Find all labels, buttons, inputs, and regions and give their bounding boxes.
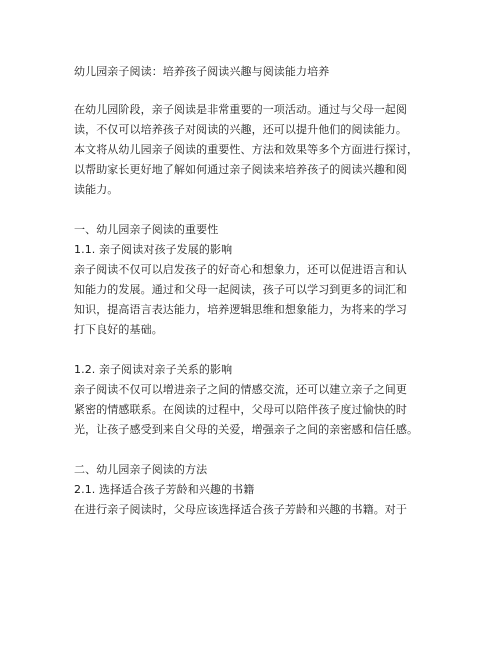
spacer <box>74 440 444 460</box>
subsection-heading: 1.2. 亲子阅读对亲子关系的影响 <box>74 363 233 376</box>
paragraph-line: 紧密的情感联系。在阅读的过程中，父母可以陪伴孩子度过愉快的时 <box>74 403 407 416</box>
intro-line: 读，不仅可以培养孩子对阅读的兴趣，还可以提升他们的阅读能力。 <box>74 123 407 136</box>
section-heading: 一、幼儿园亲子阅读的重要性 <box>74 223 219 236</box>
paragraph-line: 打下良好的基础。 <box>74 323 163 336</box>
intro-line: 本文将从幼儿园亲子阅读的重要性、方法和效果等多个方面进行探讨， <box>74 143 419 156</box>
paragraph-line: 亲子阅读不仅可以启发孩子的好奇心和想象力，还可以促进语言和认 <box>74 263 407 276</box>
paragraph-line: 亲子阅读不仅可以增进亲子之间的情感交流，还可以建立亲子之间更 <box>74 383 407 396</box>
spacer <box>74 200 444 220</box>
subsection-heading: 2.1. 选择适合孩子芳龄和兴趣的书籍 <box>74 483 255 496</box>
paragraph-line: 在进行亲子阅读时，父母应该选择适合孩子芳龄和兴趣的书籍。对于 <box>74 503 407 516</box>
intro-line: 读能力。 <box>74 183 119 196</box>
section-methods <box>74 460 444 520</box>
intro-line: 在幼儿园阶段，亲子阅读是非常重要的一项活动。通过与父母一起阅 <box>74 103 407 116</box>
paragraph-line: 光，让孩子感受到来自父母的关爱，增强亲子之间的亲密感和信任感。 <box>74 423 419 436</box>
paragraph-line: 知识，提高语言表达能力，培养逻辑思维和想象能力，为将来的学习 <box>74 303 407 316</box>
document-content <box>74 62 444 520</box>
section-heading: 二、幼儿园亲子阅读的方法 <box>74 463 208 476</box>
subsection-heading: 1.1. 亲子阅读对孩子发展的影响 <box>74 243 233 256</box>
section-importance <box>74 220 444 440</box>
intro-line: 以帮助家长更好地了解如何通过亲子阅读来培养孩子的阅读兴趣和阅 <box>74 163 407 176</box>
spacer <box>74 340 444 360</box>
document-title: 幼儿园亲子阅读：培养孩子阅读兴趣与阅读能力培养 <box>74 65 330 78</box>
paragraph-line: 知能力的发展。通过和父母一起阅读，孩子可以学习到更多的词汇和 <box>74 283 407 296</box>
intro-paragraph <box>74 100 444 200</box>
